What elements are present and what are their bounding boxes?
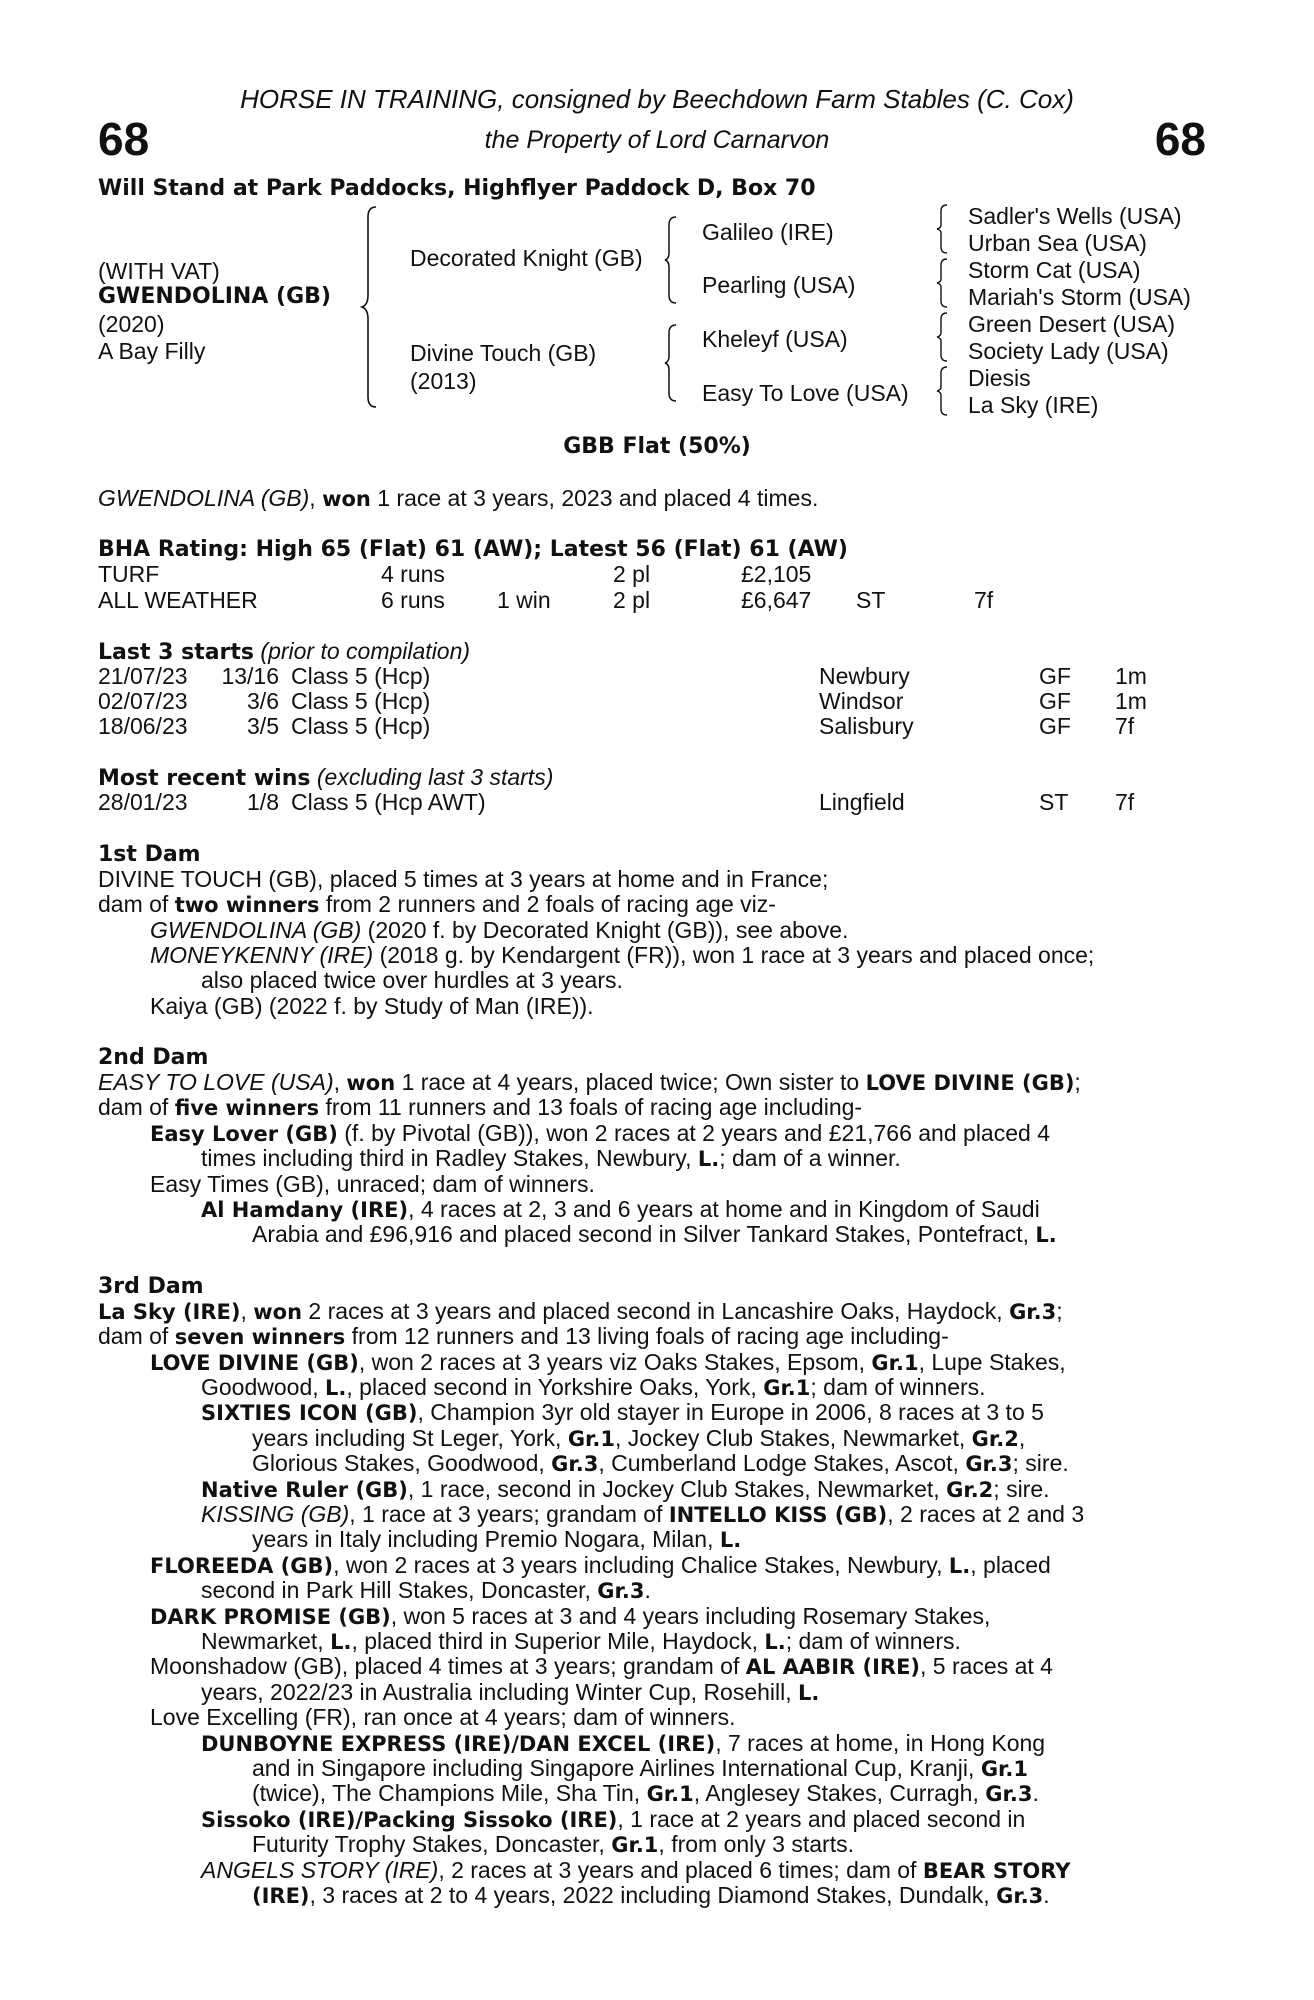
pedigree-sdd: Mariah's Storm (USA) — [968, 284, 1191, 310]
pedigree-sire-dam: Pearling (USA) — [702, 272, 856, 298]
pedigree-brace-main — [360, 205, 380, 410]
dam1-line: DIVINE TOUCH (GB), placed 5 times at 3 years at home and in France; — [98, 866, 829, 892]
dam3-line: and in Singapore including Singapore Airlines International Cup, Kranji, Gr.1 — [252, 1755, 1029, 1781]
dam3-line: FLOREEDA (GB), won 2 races at 3 years including Chalice Stakes, Newbury, L., placed — [150, 1552, 1051, 1578]
dam3-line: years in Italy including Premio Nogara, Milan, L. — [252, 1526, 742, 1552]
dam1-line: dam of two winners from 2 runners and 2 foals of racing age viz- — [98, 891, 776, 917]
dam3-line: (twice), The Champions Mile, Sha Tin, Gr.1, Anglesey Stakes, Curragh, Gr.3. — [252, 1780, 1039, 1806]
pedigree-ddd: La Sky (IRE) — [968, 392, 1099, 418]
pedigree-brace-ds — [935, 311, 949, 363]
pedigree-brace-sd — [935, 257, 949, 309]
stand-location: Will Stand at Park Paddocks, Highflyer Paddock D, Box 70 — [98, 176, 816, 201]
dam3-line: Glorious Stakes, Goodwood, Gr.3, Cumberland Lodge Stakes, Ascot, Gr.3; sire. — [252, 1450, 1069, 1476]
dam1-line: MONEYKENNY (IRE) (2018 g. by Kendargent (FR)), won 1 race at 3 years and placed once; — [150, 942, 1095, 968]
dam3-line: years, 2022/23 in Australia including Winter Cup, Rosehill, L. — [201, 1679, 820, 1705]
dam2-heading: 2nd Dam — [98, 1045, 209, 1070]
dam3-line: DUNBOYNE EXPRESS (IRE)/DAN EXCEL (IRE), 7 races at home, in Hong Kong — [201, 1730, 1046, 1756]
gbb-status: GBB Flat (50%) — [563, 434, 751, 459]
horse-description: A Bay Filly — [98, 338, 206, 364]
dam1-line: GWENDOLINA (GB) (2020 f. by Decorated Knight (GB)), see above. — [150, 917, 849, 943]
dam3-line: SIXTIES ICON (GB), Champion 3yr old stayer in Europe in 2006, 8 races at 3 to 5 — [201, 1399, 1044, 1425]
last3-heading: Last 3 starts (prior to compilation) — [98, 638, 471, 665]
dam3-line: Love Excelling (FR), ran once at 4 years; dam of winners. — [150, 1704, 736, 1730]
dam3-line: years including St Leger, York, Gr.1, Jockey Club Stakes, Newmarket, Gr.2, — [252, 1425, 1026, 1451]
dam3-line: LOVE DIVINE (GB), won 2 races at 3 years viz Oaks Stakes, Epsom, Gr.1, Lupe Stakes, — [150, 1349, 1066, 1375]
dam1-line: Kaiya (GB) (2022 f. by Study of Man (IRE)). — [150, 993, 594, 1019]
pedigree-sire-sire: Galileo (IRE) — [702, 219, 834, 245]
dam3-line: Newmarket, L., placed third in Superior Mile, Haydock, L.; dam of winners. — [201, 1628, 961, 1654]
pedigree-dam-sire: Kheleyf (USA) — [702, 326, 848, 352]
pedigree-brace-ss — [935, 203, 949, 255]
horse-name: GWENDOLINA (GB) — [98, 284, 331, 309]
pedigree-sire: Decorated Knight (GB) — [410, 245, 643, 271]
pedigree-brace-dam — [663, 323, 679, 403]
dam3-line: ANGELS STORY (IRE), 2 races at 3 years and placed 6 times; dam of BEAR STORY — [201, 1857, 1071, 1883]
dam3-heading: 3rd Dam — [98, 1274, 204, 1299]
dam3-line: (IRE), 3 races at 2 to 4 years, 2022 including Diamond Stakes, Dundalk, Gr.3. — [252, 1882, 1050, 1908]
bha-rating: BHA Rating: High 65 (Flat) 61 (AW); Latest 56 (Flat) 61 (AW) — [98, 537, 848, 562]
horse-year: (2020) — [98, 311, 165, 337]
vat-label: (WITH VAT) — [98, 258, 220, 284]
pedigree-sss: Sadler's Wells (USA) — [968, 203, 1182, 229]
dam3-line: Goodwood, L., placed second in Yorkshire Oaks, York, Gr.1; dam of winners. — [201, 1374, 986, 1400]
recent-wins-heading: Most recent wins (excluding last 3 starts) — [98, 764, 554, 791]
pedigree-dam: Divine Touch (GB) — [410, 340, 597, 366]
dam3-line: La Sky (IRE), won 2 races at 3 years and placed second in Lancashire Oaks, Haydock, Gr.3; — [98, 1298, 1063, 1324]
dam3-line: Futurity Trophy Stakes, Doncaster, Gr.1, from only 3 starts. — [252, 1831, 854, 1857]
dam2-line: Arabia and £96,916 and placed second in Silver Tankard Stakes, Pontefract, L. — [252, 1221, 1057, 1247]
pedigree-dam-year: (2013) — [410, 368, 477, 394]
pedigree-ssd: Urban Sea (USA) — [968, 230, 1147, 256]
pedigree-dsd: Society Lady (USA) — [968, 338, 1169, 364]
header-property: the Property of Lord Carnarvon — [484, 126, 830, 154]
dam2-line: Easy Times (GB), unraced; dam of winners. — [150, 1171, 595, 1197]
dam3-line: DARK PROMISE (GB), won 5 races at 3 and 4 years including Rosemary Stakes, — [150, 1603, 991, 1629]
dam2-line: Easy Lover (GB) (f. by Pivotal (GB)), won 2 races at 2 years and £21,766 and placed 4 — [150, 1120, 1050, 1146]
dam2-line: EASY TO LOVE (USA), won 1 race at 4 years, placed twice; Own sister to LOVE DIVINE (GB); — [98, 1069, 1081, 1095]
dam3-line: KISSING (GB), 1 race at 3 years; grandam of INTELLO KISS (GB), 2 races at 2 and 3 — [201, 1501, 1085, 1527]
dam2-line: times including third in Radley Stakes, Newbury, L.; dam of a winner. — [201, 1145, 901, 1171]
pedigree-dam-dam: Easy To Love (USA) — [702, 380, 909, 406]
pedigree-sds: Storm Cat (USA) — [968, 257, 1141, 283]
dam1-line: also placed twice over hurdles at 3 years. — [201, 967, 623, 993]
dam2-line: Al Hamdany (IRE), 4 races at 2, 3 and 6 years at home and in Kingdom of Saudi — [201, 1196, 1040, 1222]
lot-number-left: 68 — [98, 113, 150, 165]
dam3-line: second in Park Hill Stakes, Doncaster, Gr.3. — [201, 1577, 651, 1603]
dam3-line: Native Ruler (GB), 1 race, second in Jockey Club Stakes, Newmarket, Gr.2; sire. — [201, 1476, 1050, 1502]
header-consignor: HORSE IN TRAINING, consigned by Beechdown Farm Stables (C. Cox) — [240, 84, 1074, 114]
dam3-line: Sissoko (IRE)/Packing Sissoko (IRE), 1 race at 2 years and placed second in — [201, 1806, 1026, 1832]
pedigree-brace-dd — [935, 365, 949, 417]
dam3-line: Moonshadow (GB), placed 4 times at 3 years; grandam of AL AABIR (IRE), 5 races at 4 — [150, 1653, 1053, 1679]
race-summary: GWENDOLINA (GB), won 1 race at 3 years, 2023 and placed 4 times. — [98, 485, 819, 511]
pedigree-dds: Diesis — [968, 365, 1031, 391]
pedigree-brace-sire — [663, 215, 679, 305]
lot-number-right: 68 — [1154, 113, 1206, 165]
pedigree-dss: Green Desert (USA) — [968, 311, 1176, 337]
dam3-line: dam of seven winners from 12 runners and 13 living foals of racing age including- — [98, 1323, 949, 1349]
dam2-line: dam of five winners from 11 runners and 13 foals of racing age including- — [98, 1094, 863, 1120]
dam1-heading: 1st Dam — [98, 842, 201, 867]
